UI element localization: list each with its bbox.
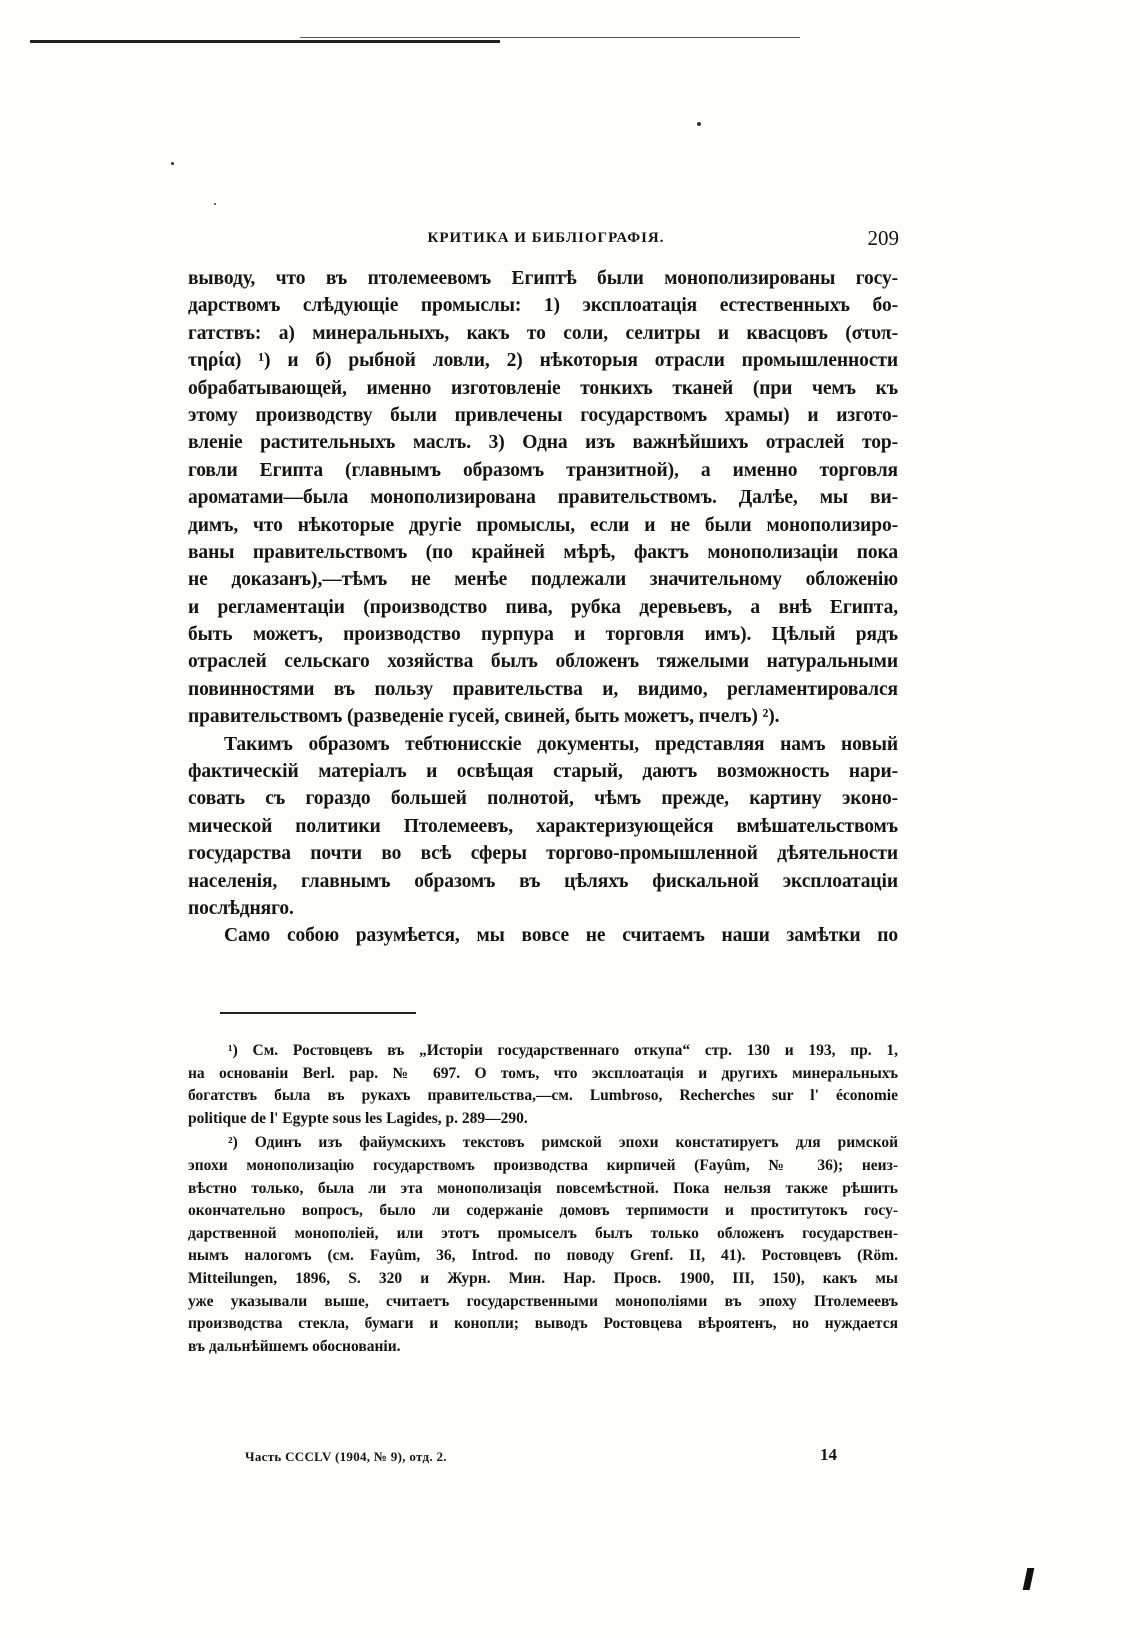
- text-line: τηρία) ¹) и б) рыбной ловли, 2) нѣкоторыя отрасли промышленности: [188, 350, 898, 372]
- text-line: ароматами—была монополизирована правительствомъ. Далѣе, мы ви-: [188, 487, 898, 509]
- footnote-line: на основаніи Berl. pap. № 697. О томъ, что эксплоатація и другихъ минеральныхъ: [188, 1064, 898, 1082]
- footnote-line: богатствъ была въ рукахъ правительства,—см. Lumbroso, Recherches sur l' économie: [188, 1087, 898, 1105]
- text-line: Такимъ образомъ тебтюнисскіе документы, представляя намъ новый: [224, 733, 898, 755]
- text-line: совать съ гораздо большей полнотой, чѣмъ прежде, картину эконо-: [188, 788, 898, 810]
- text-line: не доказанъ),—тѣмъ не менѣе подлежали значительному обложенію: [188, 569, 898, 591]
- page-header: [193, 226, 899, 252]
- scan-speck: [171, 162, 174, 165]
- footnote-line: вѣстно только, была ли эта монополизація повсемѣстной. Пока нельзя также рѣшить: [188, 1179, 898, 1197]
- text-line: послѣдняго.: [188, 897, 294, 919]
- footnote-line: въ дальнѣйшемъ обоснованіи.: [188, 1337, 401, 1355]
- text-line: быть можетъ, производство пурпура и торговля имъ). Цѣлый рядъ: [188, 624, 898, 646]
- text-line: говли Египта (главнымъ образомъ транзитной), а именно торговля: [188, 459, 898, 481]
- footnote-line: ²) Одинъ изъ файумскихъ текстовъ римской эпохи констатируетъ для римской: [228, 1134, 898, 1152]
- main-text: [188, 265, 898, 950]
- text-line: гатствъ: а) минеральныхъ, какъ то соли, селитры и квасцовъ (στυπ-: [188, 322, 898, 344]
- footnote-line: производства стекла, бумаги и конопли; выводъ Ростовцева вѣроятенъ, но нуждается: [188, 1315, 898, 1333]
- text-line: этому производству были привлечены государствомъ храмы) и изгото-: [188, 404, 898, 426]
- text-line: правительствомъ (разведеніе гусей, свиней, быть можетъ, пчелъ) ²).: [188, 706, 780, 728]
- printer-signature: [245, 1445, 845, 1469]
- footnote-separator: [220, 1012, 416, 1014]
- top-edge-rule: [30, 40, 500, 43]
- top-edge-hairline: [300, 37, 800, 38]
- text-line: мической политики Птолемеевъ, характеризующейся вмѣшательствомъ: [188, 815, 898, 837]
- text-line: и регламентаціи (производство пива, рубка деревьевъ, а внѣ Египта,: [188, 596, 898, 618]
- text-line: отраслей сельскаго хозяйства былъ обложенъ тяжелыми натуральными: [188, 651, 898, 673]
- text-line: государства почти во всѣ сферы торгово-промышленной дѣятельности: [188, 843, 898, 865]
- text-line: ваны правительствомъ (по крайней мѣрѣ, фактъ монополизаціи пока: [188, 541, 898, 563]
- scan-corner-mark: [1023, 1568, 1035, 1590]
- text-line: выводу, что въ птолемеевомъ Египтѣ были монополизированы госу-: [188, 268, 898, 289]
- text-line: обрабатывающей, именно изготовленіе тонкихъ тканей (при чемъ къ: [188, 377, 898, 399]
- footnote-line: Mitteilungen, 1896, S. 320 и Журн. Мин. Нар. Просв. 1900, III, 150), какъ мы: [188, 1269, 898, 1287]
- footnote-line: ¹) См. Ростовцевъ въ „Исторіи государственнаго откупа“ стр. 130 и 193, пр. 1,: [228, 1042, 898, 1059]
- text-line: повинностями въ пользу правительства и, видимо, регламентировался: [188, 678, 898, 700]
- text-line: вленіе растительныхъ маслъ. 3) Одна изъ важнѣйшихъ отраслей тор-: [188, 432, 898, 454]
- text-line: населенія, главнымъ образомъ въ цѣляхъ фискальной эксплоатаціи: [188, 870, 898, 892]
- footnote-line: нымъ налогомъ (см. Fayûm, 36, Introd. по поводу Grenf. II, 41). Ростовцевъ (Röm.: [188, 1247, 898, 1265]
- text-line: дарствомъ слѣдующіе промыслы: 1) эксплоатація естественныхъ бо-: [188, 295, 898, 317]
- signature-sheet-number: 14: [820, 1445, 837, 1464]
- scan-speck: [214, 203, 216, 205]
- page-number: 209: [867, 226, 899, 250]
- footnote-line: дарственной монополіей, или этотъ промыселъ былъ только обложенъ государствен-: [188, 1224, 898, 1242]
- footnote-line: окончательно вопросъ, было ли содержаніе домовъ терпимости и проститутокъ госу-: [188, 1202, 898, 1220]
- signature-volume: Часть CCCLV (1904, № 9), отд. 2.: [245, 1449, 447, 1464]
- text-line: Само собою разумѣется, мы вовсе не считаемъ наши замѣтки по: [224, 925, 898, 947]
- running-title: КРИТИКА И БИБЛІОГРАФІЯ.: [427, 230, 665, 246]
- text-line: димъ, что нѣкоторые другіе промыслы, если и не были монополизиро-: [188, 514, 898, 536]
- text-line: фактическій матеріалъ и освѣщая старый, даютъ возможность нари-: [188, 761, 898, 783]
- scan-speck: [697, 122, 701, 126]
- footnotes: [188, 1040, 898, 1358]
- footnote-line: уже указывали выше, считаетъ государственными монополіями въ эпоху Птолемеевъ: [188, 1292, 898, 1310]
- footnote-line: эпохи монополизацію государствомъ производства кирпичей (Fayûm, № 36); неиз-: [188, 1156, 898, 1174]
- footnote-line: politique de l' Egypte sous les Lagides, p. 289—290.: [188, 1109, 528, 1127]
